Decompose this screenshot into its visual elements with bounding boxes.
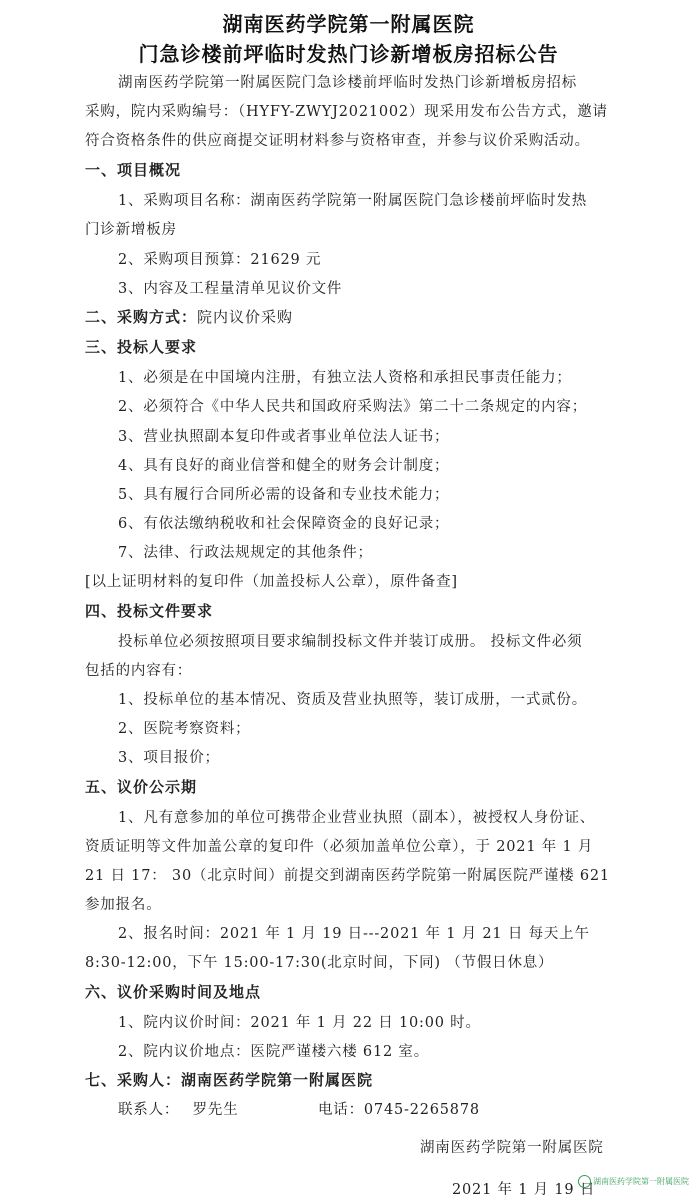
- watermark: [578, 1175, 689, 1188]
- paragraph-line: 包括的内容有：: [85, 663, 193, 679]
- paragraph-line: 参加报名。: [85, 897, 162, 913]
- purchaser-name: 湖南医药学院第一附属医院: [181, 1071, 374, 1089]
- paragraph-line: 资质证明等文件加盖公章的复印件（必须加盖单位公章），于 2021 年 1 月: [85, 839, 594, 855]
- requirements-note: [以上证明材料的复印件（加盖投标人公章），原件备查]: [85, 574, 458, 590]
- list-item: 2、必须符合《中华人民共和国政府采购法》第二十二条规定的内容；: [118, 399, 588, 415]
- section-heading: 七、采购人：: [85, 1071, 182, 1089]
- signature-org: 湖南医药学院第一附属医院: [420, 1140, 604, 1156]
- list-item: 6、有依法缴纳税收和社会保障资金的良好记录；: [118, 516, 450, 532]
- contact-label: 联系人：: [118, 1102, 180, 1118]
- title-line1: 湖南医药学院第一附属医院: [222, 12, 475, 36]
- signature-date: 2021 年 1 月 19 日: [452, 1182, 596, 1198]
- list-item: 3、营业执照副本复印件或者事业单位法人证书；: [118, 429, 450, 445]
- list-item: 4、具有良好的商业信誉和健全的财务会计制度；: [118, 458, 450, 474]
- section-heading: 六、议价采购时间及地点: [85, 983, 262, 1001]
- list-item: 2、院内议价地点：医院严谨楼六楼 612 室。: [118, 1044, 430, 1060]
- phone-label: 电话：: [318, 1102, 364, 1118]
- paragraph-line: 2、报名时间：2021 年 1 月 19 日---2021 年 1 月 21 日 每天上午: [118, 926, 590, 942]
- section-value: 院内议价采购: [197, 308, 294, 326]
- list-item: 2、采购项目预算：21629 元: [118, 252, 322, 268]
- paragraph-line: 1、凡有意参加的单位可携带企业营业执照（副本），被授权人身份证、: [118, 810, 596, 826]
- title-line2: 门急诊楼前坪临时发热门诊新增板房招标公告: [138, 42, 559, 66]
- phone-row: [318, 1098, 480, 1119]
- list-item: 1、院内议价时间：2021 年 1 月 22 日 10:00 时。: [118, 1015, 481, 1031]
- list-item: 1、采购项目名称：湖南医药学院第一附属医院门急诊楼前坪临时发热: [118, 193, 588, 209]
- list-item: 3、内容及工程量清单见议价文件: [118, 281, 343, 297]
- list-item: 2、医院考察资料；: [118, 721, 251, 737]
- list-item: 7、法律、行政法规规定的其他条件；: [118, 545, 373, 561]
- list-item: 1、投标单位的基本情况、资质及营业执照等，装订成册，一式贰份。: [118, 692, 588, 708]
- list-item: 门诊新增板房: [85, 222, 177, 238]
- paragraph-line: 21 日 17： 30（北京时间）前提交到湖南医药学院第一附属医院严谨楼 621: [85, 868, 610, 884]
- intro-line: 符合资格条件的供应商提交证明材料参与资格审查，并参与议价采购活动。: [85, 133, 590, 149]
- intro-line: 湖南医药学院第一附属医院门急诊楼前坪临时发热门诊新增板房招标: [118, 75, 577, 91]
- section-heading: 三、投标人要求: [85, 338, 198, 356]
- list-item: 3、项目报价；: [118, 750, 220, 766]
- contact-name: 罗先生: [192, 1102, 239, 1118]
- paragraph-line: 投标单位必须按照项目要求编制投标文件并装订成册。 投标文件必须: [118, 634, 583, 650]
- list-item: 5、具有履行合同所必需的设备和专业技术能力；: [118, 487, 450, 503]
- section-heading-row: [85, 1069, 373, 1090]
- hospital-logo-icon: [578, 1175, 591, 1188]
- intro-line: 采购，院内采购编号：（HYFY-ZWYJ2021002）现采用发布公告方式，邀请: [85, 104, 608, 120]
- section-heading: 四、投标文件要求: [85, 602, 214, 620]
- phone-number: 0745-2265878: [363, 1102, 480, 1118]
- section-heading: 一、项目概况: [85, 161, 182, 179]
- contact-row: [118, 1098, 239, 1119]
- section-heading: 二、采购方式：: [85, 308, 198, 326]
- section-heading: 五、议价公示期: [85, 778, 198, 796]
- list-item: 1、必须是在中国境内注册，有独立法人资格和承担民事责任能力；: [118, 370, 572, 386]
- section-heading-row: [85, 306, 293, 327]
- watermark-text: 湖南医药学院第一附属医院: [593, 1177, 689, 1186]
- paragraph-line: 8:30-12:00，下午 15:00-17:30(北京时间，下同) （节假日休息）: [85, 955, 554, 971]
